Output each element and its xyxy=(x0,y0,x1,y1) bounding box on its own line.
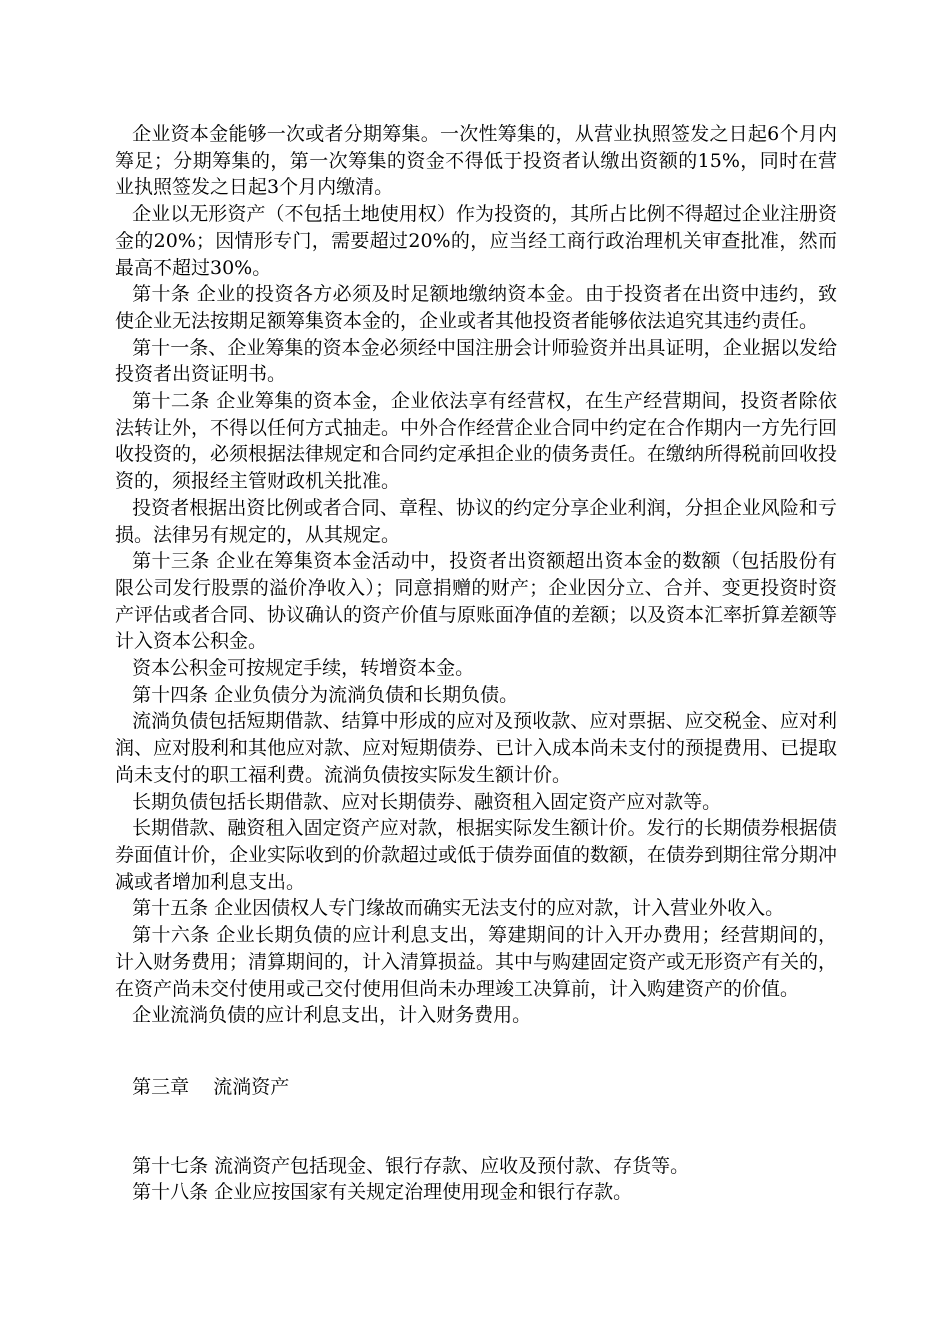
paragraph: 企业资本金能够一次或者分期筹集。一次性筹集的，从营业执照签发之日起6个月内筹足；分期筹集的，第一次筹集的资金不得低于投资者认缴出资额的15%，同时在营业执照签发之日起3个月内缴清。 xyxy=(115,123,837,199)
blank-space xyxy=(115,1029,837,1074)
article-17-paragraph: 第十七条 流淌资产包括现金、银行存款、应收及预付款、存货等。 xyxy=(132,1154,690,1177)
paragraph: 流淌负债包括短期借款、结算中形成的应对及预收款、应对票据、应交税金、应对利润、应对股利和其他应对款、应对短期债券、已计入成本尚未支付的预提费用、已提取尚未支付的职工福利费。流淌负债按实际发生额计价。 xyxy=(115,710,838,786)
article-15-paragraph: 第十五条 企业因债权人专门缘故而确实无法支付的应对款，计入营业外收入。 xyxy=(132,897,785,920)
chapter-heading: 第三章 流淌资产 xyxy=(132,1075,290,1098)
article-14-paragraph: 第十四条 企业负债分为流淌负债和长期负债。 xyxy=(132,683,519,706)
paragraph: 长期负债包括长期借款、应对长期债券、融资租入固定资产应对款等。 xyxy=(132,790,722,813)
article-10-paragraph: 第十条 企业的投资各方必须及时足额地缴纳资本金。由于投资者在出资中违约，致使企业无法按期足额筹集资本金的，企业或者其他投资者能够依法追究其违约责任。 xyxy=(115,283,837,332)
document-page xyxy=(115,121,837,1206)
paragraph: 投资者根据出资比例或者合同、章程、协议的约定分享企业利润，分担企业风险和亏损。法律另有规定的，从其规定。 xyxy=(115,496,837,546)
paragraph: 企业以无形资产（不包括土地使用权）作为投资的，其所占比例不得超过企业注册资金的20%；因情形专门，需要超过20%的，应当经工商行政治理机关审查批准，然而最高不超过30%。 xyxy=(115,203,837,279)
article-18-paragraph: 第十八条 企业应按国家有关规定治理使用现金和银行存款。 xyxy=(132,1181,633,1204)
article-13-paragraph: 第十三条 企业在筹集资本金活动中，投资者出资额超出资本金的数额（包括股份有限公司发行股票的溢价净收入）；同意捐赠的财产；企业因分立、合并、变更投资时资产评估或者合同、协议确认的资产价值与原账面净值的差额；以及资本汇率折算差额等计入资本公积金。 xyxy=(115,550,838,653)
paragraph: 资本公积金可按规定手续，转增资本金。 xyxy=(132,657,475,680)
blank-space xyxy=(115,1101,837,1153)
article-11-paragraph: 第十一条、企业筹集的资本金必须经中国注册会计师验资并出具证明，企业据以发给投资者出资证明书。 xyxy=(115,336,837,386)
article-16-paragraph: 第十六条 企业长期负债的应计利息支出，筹建期间的计入开办费用；经营期间的，计入财务费用；清算期间的，计入清算损益。其中与购建固定资产或无形资产有关的，在资产尚未交付使用或己交付使用但尚未办理竣工决算前，计入购建资产的价值。 xyxy=(115,924,838,1000)
paragraph: 企业流淌负债的应计利息支出，计入财务费用。 xyxy=(132,1004,532,1027)
article-12-paragraph: 第十二条 企业筹集的资本金，企业依法享有经营权，在生产经营期间，投资者除依法转让外，不得以任何方式抽走。中外合作经营企业合同中约定在合作期内一方先行回收投资的，必须根据法律规定和合同约定承担企业的债务责任。在缴纳所得税前回收投资的，须报经主管财政机关批准。 xyxy=(115,390,838,493)
paragraph: 长期借款、融资租入固定资产应对款，根据实际发生额计价。发行的长期债券根据债券面值计价，企业实际收到的价款超过或低于债券面值的数额，在债券到期往常分期冲减或者增加利息支出。 xyxy=(115,817,838,893)
